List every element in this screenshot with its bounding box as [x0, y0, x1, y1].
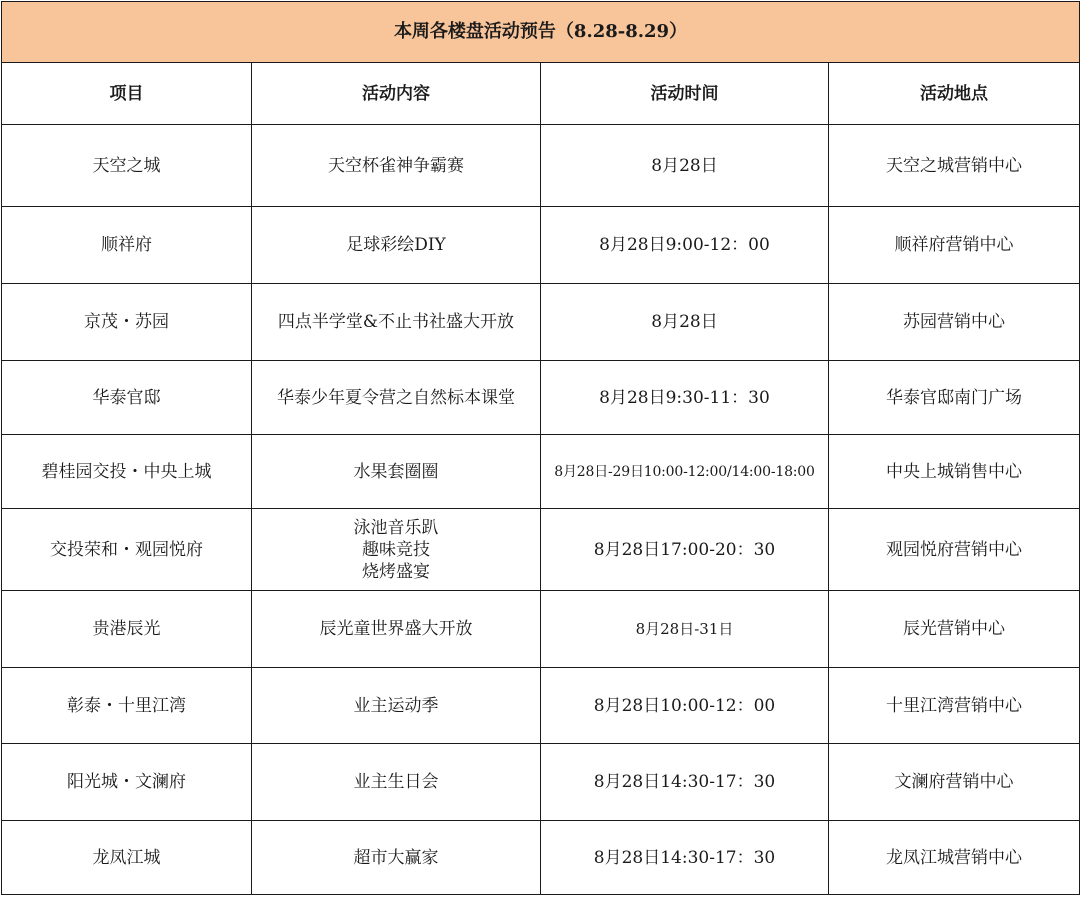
table-row: [2, 207, 1080, 284]
cell-project: 阳光城・文澜府: [2, 744, 252, 821]
cell-project: 京茂・苏园: [2, 284, 252, 361]
cell-time: 8月28日14:30-17：30: [541, 744, 829, 821]
cell-content: 天空杯雀神争霸赛: [252, 125, 541, 207]
cell-time: 8月28日-29日10:00-12:00/14:00-18:00: [541, 435, 829, 509]
table-row: [2, 509, 1080, 591]
cell-project: 顺祥府: [2, 207, 252, 284]
cell-location: 苏园营销中心: [829, 284, 1080, 361]
header-row: [2, 63, 1080, 125]
header-time: 活动时间: [541, 63, 829, 125]
header-location: 活动地点: [829, 63, 1080, 125]
cell-location: 顺祥府营销中心: [829, 207, 1080, 284]
cell-time: 8月28日14:30-17：30: [541, 821, 829, 895]
cell-content: 水果套圈圈: [252, 435, 541, 509]
header-content: 活动内容: [252, 63, 541, 125]
cell-location: 天空之城营销中心: [829, 125, 1080, 207]
cell-location: 文澜府营销中心: [829, 744, 1080, 821]
cell-project: 碧桂园交投・中央上城: [2, 435, 252, 509]
title-row: [2, 2, 1080, 63]
cell-content: 业主运动季: [252, 668, 541, 744]
cell-content: [252, 509, 541, 591]
table-row: [2, 668, 1080, 744]
cell-time: 8月28日17:00-20：30: [541, 509, 829, 591]
table-row: [2, 744, 1080, 821]
cell-project: 龙凤江城: [2, 821, 252, 895]
cell-location: 中央上城销售中心: [829, 435, 1080, 509]
cell-content: 华泰少年夏令营之自然标本课堂: [252, 361, 541, 435]
cell-location: 辰光营销中心: [829, 591, 1080, 668]
cell-content: 业主生日会: [252, 744, 541, 821]
cell-location: 华泰官邸南门广场: [829, 361, 1080, 435]
table-row: [2, 284, 1080, 361]
cell-content: 足球彩绘DIY: [252, 207, 541, 284]
cell-time: 8月28日: [541, 284, 829, 361]
cell-project: 彰泰・十里江湾: [2, 668, 252, 744]
cell-content: 超市大赢家: [252, 821, 541, 895]
table-row: [2, 435, 1080, 509]
cell-project: 华泰官邸: [2, 361, 252, 435]
content-line: 趣味竞技: [362, 539, 430, 560]
cell-location: 十里江湾营销中心: [829, 668, 1080, 744]
cell-location: 龙凤江城营销中心: [829, 821, 1080, 895]
table-title: 本周各楼盘活动预告（8.28-8.29）: [2, 2, 1080, 63]
table-row: [2, 125, 1080, 207]
cell-content: 四点半学堂&不止书社盛大开放: [252, 284, 541, 361]
header-project: 项目: [2, 63, 252, 125]
table-row: [2, 361, 1080, 435]
content-line: 泳池音乐趴: [353, 517, 439, 538]
table-row: [2, 821, 1080, 895]
cell-time: 8月28日: [541, 125, 829, 207]
cell-project: 天空之城: [2, 125, 252, 207]
cell-location: 观园悦府营销中心: [829, 509, 1080, 591]
cell-time: 8月28日9:30-11：30: [541, 361, 829, 435]
cell-time: 8月28日10:00-12：00: [541, 668, 829, 744]
cell-time: 8月28日-31日: [541, 591, 829, 668]
content-line: 烧烤盛宴: [362, 561, 430, 582]
cell-project: 交投荣和・观园悦府: [2, 509, 252, 591]
table-row: [2, 591, 1080, 668]
activity-table: [1, 1, 1080, 895]
cell-project: 贵港辰光: [2, 591, 252, 668]
cell-time: 8月28日9:00-12：00: [541, 207, 829, 284]
cell-content: 辰光童世界盛大开放: [252, 591, 541, 668]
